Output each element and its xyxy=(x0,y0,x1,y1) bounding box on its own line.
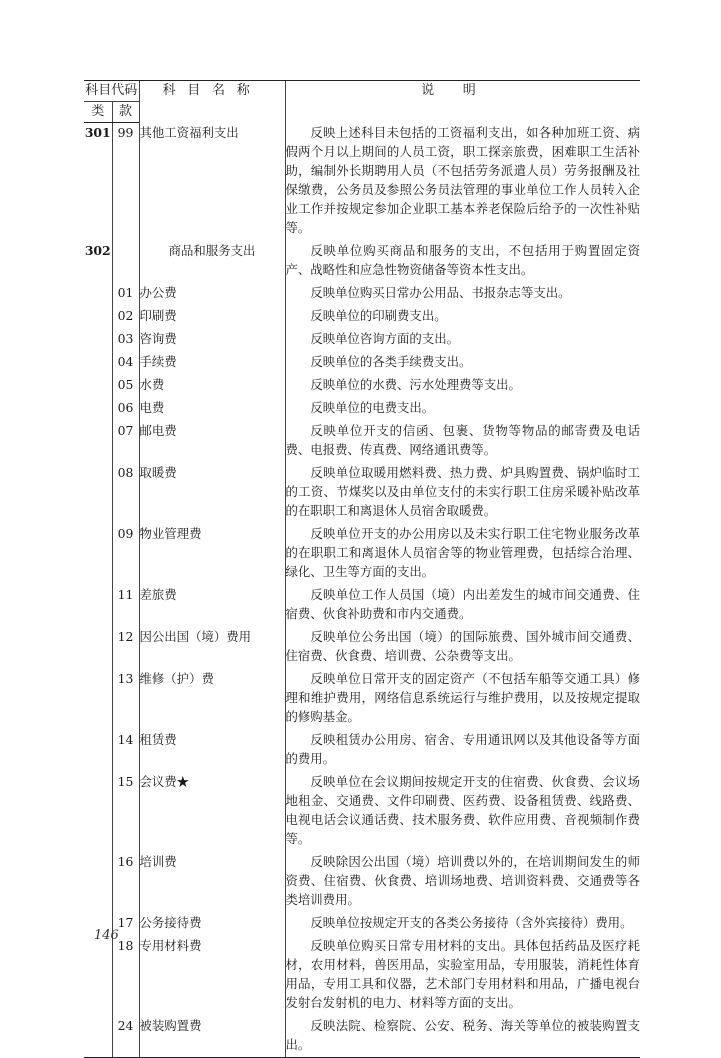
table-row xyxy=(84,627,640,669)
table-body xyxy=(84,123,640,1058)
table-row xyxy=(84,241,640,283)
cell-item-code: 02 xyxy=(112,306,139,329)
table-row xyxy=(84,1016,640,1058)
cell-item-code: 11 xyxy=(112,585,139,627)
cell-category-code xyxy=(84,627,112,669)
table-row xyxy=(84,463,640,524)
table-row xyxy=(84,772,640,852)
budget-subject-table xyxy=(84,80,640,1058)
cell-item-code: 03 xyxy=(112,329,139,352)
cell-description: 反映单位工作人员国（境）内出差发生的城市间交通费、住宿费、伙食补助费和市内交通费。 xyxy=(285,585,640,627)
cell-subject-name: 邮电费 xyxy=(139,421,285,463)
cell-category-code: 302 xyxy=(84,242,111,258)
table-row xyxy=(84,421,640,463)
cell-subject-name: 租赁费 xyxy=(139,730,285,772)
cell-category-code xyxy=(84,524,112,585)
header-description: 说明 xyxy=(285,81,640,123)
table-row xyxy=(84,669,640,730)
header-kuan: 款 xyxy=(112,102,139,123)
cell-subject-name: 电费 xyxy=(139,398,285,421)
cell-description: 反映法院、检察院、公安、税务、海关等单位的被装购置支出。 xyxy=(285,1016,640,1058)
cell-description: 反映单位公务出国（境）的国际旅费、国外城市间交通费、住宿费、伙食费、培训费、公杂费等支出。 xyxy=(285,627,640,669)
cell-category-code xyxy=(84,329,112,352)
cell-description: 反映单位的水费、污水处理费等支出。 xyxy=(285,375,640,398)
cell-subject-name: 物业管理费 xyxy=(139,524,285,585)
cell-category-code xyxy=(84,306,112,329)
table-row xyxy=(84,352,640,375)
cell-subject-name: 专用材料费 xyxy=(139,936,285,1016)
table-header xyxy=(84,81,640,123)
cell-subject-name: 印刷费 xyxy=(139,306,285,329)
table-row xyxy=(84,913,640,936)
cell-description: 反映单位咨询方面的支出。 xyxy=(285,329,640,352)
table-row xyxy=(84,585,640,627)
cell-category-code xyxy=(84,421,112,463)
cell-item-code: 99 xyxy=(112,123,139,241)
cell-category-code xyxy=(84,936,112,1016)
cell-subject-name: 商品和服务支出 xyxy=(139,241,285,283)
cell-description: 反映单位购买商品和服务的支出，不包括用于购置固定资产、战略性和应急性物资储备等资本性支出。 xyxy=(285,241,640,283)
cell-description: 反映单位的印刷费支出。 xyxy=(285,306,640,329)
cell-description: 反映单位开支的办公用房以及未实行职工住宅物业服务改革的在职职工和离退休人员宿舍等的物业管理费，包括综合治理、绿化、卫生等方面的支出。 xyxy=(285,524,640,585)
cell-subject-name: 其他工资福利支出 xyxy=(139,123,285,241)
cell-description: 反映单位购买日常专用材料的支出。具体包括药品及医疗耗材，农用材料，兽医用品，实验室用品，专用服装，消耗性体育用品，专用工具和仪器，艺术部门专用材料和用品，广播电视台发射台发射机的电力、材料等方面的支出。 xyxy=(285,936,640,1016)
cell-item-code: 05 xyxy=(112,375,139,398)
cell-item-code: 01 xyxy=(112,283,139,306)
table-row xyxy=(84,329,640,352)
cell-description: 反映租赁办公用房、宿舍、专用通讯网以及其他设备等方面的费用。 xyxy=(285,730,640,772)
table-row xyxy=(84,283,640,306)
cell-category-code xyxy=(84,669,112,730)
cell-description: 反映单位日常开支的固定资产（不包括车船等交通工具）修理和维护费用，网络信息系统运行与维护费用，以及按规定提取的修购基金。 xyxy=(285,669,640,730)
cell-category-code xyxy=(84,585,112,627)
cell-category-code xyxy=(84,375,112,398)
cell-description: 反映单位购买日常办公用品、书报杂志等支出。 xyxy=(285,283,640,306)
cell-subject-name: 会议费★ xyxy=(139,772,285,852)
cell-category-code xyxy=(84,730,112,772)
header-lei: 类 xyxy=(84,102,112,123)
cell-item-code: 24 xyxy=(112,1016,139,1058)
table-row xyxy=(84,375,640,398)
cell-category-code xyxy=(84,852,112,913)
cell-description: 反映单位的电费支出。 xyxy=(285,398,640,421)
cell-subject-name: 培训费 xyxy=(139,852,285,913)
cell-item-code: 08 xyxy=(112,463,139,524)
table-row xyxy=(84,306,640,329)
table-row xyxy=(84,852,640,913)
table-row xyxy=(84,524,640,585)
cell-category-code xyxy=(84,398,112,421)
header-subject-code: 科目代码 xyxy=(84,81,139,102)
cell-description: 反映单位的各类手续费支出。 xyxy=(285,352,640,375)
cell-item-code: 04 xyxy=(112,352,139,375)
cell-item-code: 17 xyxy=(112,913,139,936)
cell-description: 反映单位在会议期间按规定开支的住宿费、伙食费、会议场地租金、交通费、文件印刷费、医药费、设备租赁费、线路费、电视电话会议通话费、技术服务费、软件应用费、音视频制作费等。 xyxy=(285,772,640,852)
table-row xyxy=(84,123,640,241)
cell-subject-name: 因公出国（境）费用 xyxy=(139,627,285,669)
cell-subject-name: 办公费 xyxy=(139,283,285,306)
cell-item-code: 06 xyxy=(112,398,139,421)
cell-item-code: 09 xyxy=(112,524,139,585)
cell-category-code xyxy=(84,772,112,852)
cell-item-code: 12 xyxy=(112,627,139,669)
cell-subject-name: 维修（护）费 xyxy=(139,669,285,730)
cell-subject-name: 水费 xyxy=(139,375,285,398)
table-row xyxy=(84,730,640,772)
cell-description: 反映单位按规定开支的各类公务接待（含外宾接待）费用。 xyxy=(285,913,640,936)
document-page xyxy=(84,80,640,1058)
cell-category-code: 301 xyxy=(84,125,111,140)
cell-subject-name: 差旅费 xyxy=(139,585,285,627)
header-subject-name: 科目名称 xyxy=(139,81,285,123)
cell-item-code: 13 xyxy=(112,669,139,730)
table-row xyxy=(84,936,640,1016)
cell-item-code xyxy=(112,241,139,283)
cell-category-code xyxy=(84,463,112,524)
cell-item-code: 18 xyxy=(112,936,139,1016)
cell-item-code: 07 xyxy=(112,421,139,463)
cell-description: 反映单位开支的信函、包裹、货物等物品的邮寄费及电话费、电报费、传真费、网络通讯费等。 xyxy=(285,421,640,463)
cell-item-code: 15 xyxy=(112,772,139,852)
cell-subject-name: 取暖费 xyxy=(139,463,285,524)
cell-description: 反映除因公出国（境）培训费以外的，在培训期间发生的师资费、住宿费、伙食费、培训场地费、培训资料费、交通费等各类培训费用。 xyxy=(285,852,640,913)
cell-description: 反映上述科目未包括的工资福利支出，如各种加班工资、病假两个月以上期间的人员工资，职工探亲旅费，困难职工生活补助，编制外长期聘用人员（不包括劳务派遣人员）劳务报酬及社保缴费，公务员及参照公务员法管理的事业单位工作人员转入企业工作并按规定参加企业职工基本养老保险后给予的一次性补贴等。 xyxy=(285,123,640,241)
cell-item-code: 16 xyxy=(112,852,139,913)
cell-item-code: 14 xyxy=(112,730,139,772)
page-number: 146 xyxy=(94,928,119,943)
cell-subject-name: 被装购置费 xyxy=(139,1016,285,1058)
cell-subject-name: 手续费 xyxy=(139,352,285,375)
table-row xyxy=(84,398,640,421)
cell-category-code xyxy=(84,352,112,375)
cell-category-code xyxy=(84,283,112,306)
cell-category-code xyxy=(84,1016,112,1058)
cell-description: 反映单位取暖用燃料费、热力费、炉具购置费、锅炉临时工的工资、节煤奖以及由单位支付的未实行职工住房采暖补贴改革的在职职工和离退休人员宿舍取暖费。 xyxy=(285,463,640,524)
cell-subject-name: 公务接待费 xyxy=(139,913,285,936)
cell-subject-name: 咨询费 xyxy=(139,329,285,352)
